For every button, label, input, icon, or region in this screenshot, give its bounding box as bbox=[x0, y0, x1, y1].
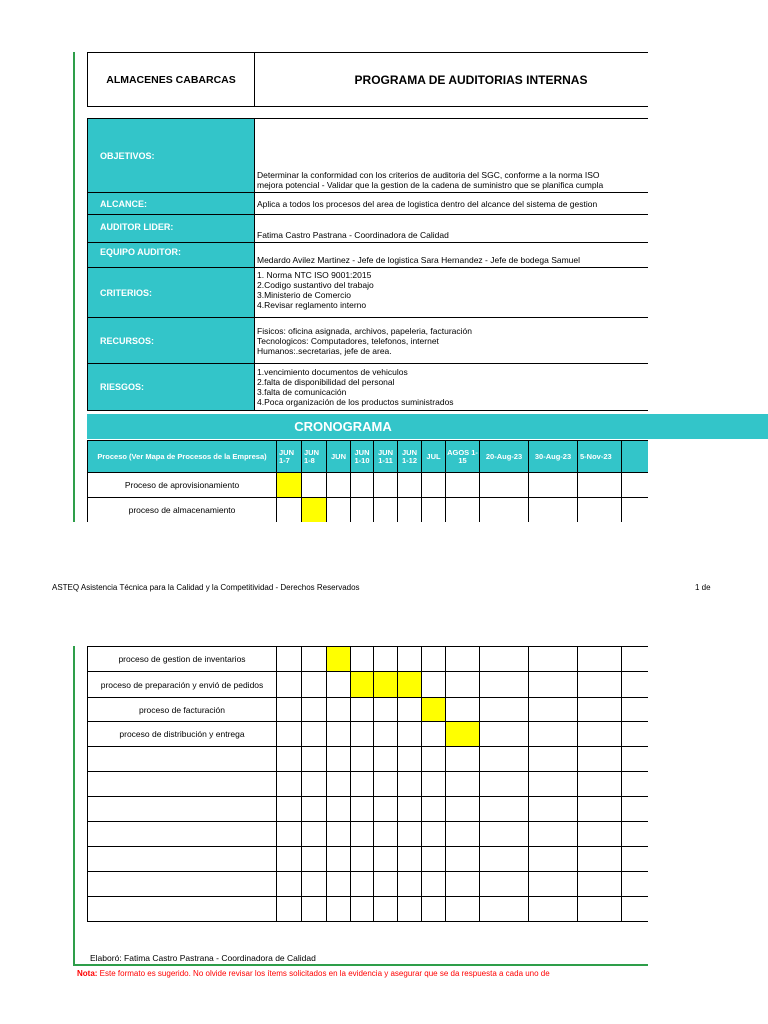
schedule-cell bbox=[277, 797, 302, 822]
schedule-cell bbox=[327, 747, 351, 772]
schedule-cell bbox=[529, 498, 578, 523]
schedule-cell bbox=[622, 847, 649, 872]
schedule-cell bbox=[529, 698, 578, 722]
schedule-cell bbox=[578, 722, 622, 747]
schedule-cell bbox=[480, 872, 529, 897]
schedule-column-header: JUN 1-7 bbox=[277, 441, 302, 473]
schedule-cell bbox=[374, 722, 398, 747]
schedule-cell bbox=[374, 747, 398, 772]
schedule-cell bbox=[374, 498, 398, 523]
schedule-cell bbox=[578, 647, 622, 672]
schedule-cell bbox=[446, 672, 480, 698]
riesgos-line: 2.falta de disponibilidad del personal bbox=[257, 377, 395, 387]
schedule-mark-cell bbox=[351, 672, 374, 698]
schedule-cell bbox=[578, 473, 622, 498]
schedule-mark-cell bbox=[374, 672, 398, 698]
schedule-cell bbox=[302, 822, 327, 847]
schedule-cell bbox=[327, 872, 351, 897]
equipo-auditor-value: Medardo Avilez Martinez - Jefe de logistica Sara Hernandez - Jefe de bodega Samuel bbox=[255, 243, 649, 268]
schedule-cell bbox=[277, 747, 302, 772]
schedule-cell bbox=[578, 822, 622, 847]
schedule-cell bbox=[302, 797, 327, 822]
schedule-cell bbox=[422, 722, 446, 747]
schedule-cell bbox=[374, 647, 398, 672]
schedule-cell bbox=[480, 473, 529, 498]
schedule-cell bbox=[351, 647, 374, 672]
criterios-line: 2.Codigo sustantivo del trabajo bbox=[257, 280, 374, 290]
schedule-cell bbox=[578, 872, 622, 897]
schedule-cell bbox=[374, 698, 398, 722]
schedule-cell bbox=[374, 897, 398, 922]
objetivos-value bbox=[255, 119, 649, 193]
schedule-cell bbox=[398, 897, 422, 922]
schedule-cell bbox=[622, 672, 649, 698]
schedule-row bbox=[88, 847, 649, 872]
process-name-cell: proceso de distribución y entrega bbox=[88, 722, 277, 747]
green-bottom-line bbox=[73, 964, 648, 966]
schedule-column-header: 5-Nov-23 bbox=[578, 441, 622, 473]
recursos-line: Tecnologicos: Computadores, telefonos, internet bbox=[257, 335, 439, 346]
schedule-cell bbox=[529, 847, 578, 872]
schedule-table-page2 bbox=[87, 646, 648, 922]
schedule-cell bbox=[277, 498, 302, 523]
schedule-cell bbox=[578, 772, 622, 797]
info-table bbox=[87, 118, 648, 411]
schedule-cell bbox=[622, 647, 649, 672]
schedule-cell bbox=[422, 498, 446, 523]
process-name-cell: proceso de preparación y envió de pedidos bbox=[88, 672, 277, 698]
schedule-cell bbox=[446, 822, 480, 847]
schedule-cell bbox=[422, 672, 446, 698]
schedule-mark-cell bbox=[446, 722, 480, 747]
schedule-cell bbox=[277, 698, 302, 722]
riesgos-value bbox=[255, 364, 649, 411]
schedule-table-page1 bbox=[87, 440, 648, 522]
schedule-cell bbox=[398, 872, 422, 897]
schedule-column-header: JUN 1-11 bbox=[374, 441, 398, 473]
schedule-mark-cell bbox=[398, 672, 422, 698]
process-name-cell bbox=[88, 747, 277, 772]
nota-text bbox=[77, 969, 648, 978]
nota-label: Nota: bbox=[77, 969, 98, 978]
schedule-cell bbox=[398, 797, 422, 822]
schedule-cell bbox=[480, 772, 529, 797]
recursos-line: Humanos:.secretarias, jefe de area. bbox=[257, 345, 392, 356]
alcance-label: ALCANCE: bbox=[88, 193, 255, 215]
schedule-cell bbox=[374, 797, 398, 822]
schedule-cell bbox=[622, 698, 649, 722]
recursos-label: RECURSOS: bbox=[88, 318, 255, 364]
page2-sheet bbox=[87, 646, 648, 922]
process-name-cell bbox=[88, 822, 277, 847]
process-name-cell: Proceso de aprovisionamiento bbox=[88, 473, 277, 498]
schedule-cell bbox=[529, 473, 578, 498]
schedule-cell bbox=[327, 822, 351, 847]
schedule-cell bbox=[422, 473, 446, 498]
schedule-cell bbox=[398, 473, 422, 498]
schedule-cell bbox=[327, 847, 351, 872]
schedule-cell bbox=[480, 498, 529, 523]
schedule-row bbox=[88, 498, 649, 523]
elaboro-text: Elaboró: Fatima Castro Pastrana - Coordinadora de Calidad bbox=[90, 953, 316, 963]
process-name-cell: proceso de gestion de inventarios bbox=[88, 647, 277, 672]
criterios-label: CRITERIOS: bbox=[88, 268, 255, 318]
schedule-cell bbox=[277, 647, 302, 672]
schedule-cell bbox=[578, 672, 622, 698]
schedule-cell bbox=[422, 822, 446, 847]
schedule-cell bbox=[622, 872, 649, 897]
schedule-cell bbox=[277, 822, 302, 847]
schedule-column-header: JUN 1-10 bbox=[351, 441, 374, 473]
schedule-row bbox=[88, 772, 649, 797]
schedule-cell bbox=[446, 498, 480, 523]
alcance-value: Aplica a todos los procesos del area de logistica dentro del alcance del sistema de gestion bbox=[255, 193, 649, 215]
schedule-cell bbox=[422, 847, 446, 872]
green-margin-line bbox=[73, 646, 75, 966]
schedule-cell bbox=[374, 822, 398, 847]
objetivos-line: mejora potencial - Validar que la gestion de la cadena de suministro que se planifica cumpla bbox=[257, 180, 604, 190]
schedule-cell bbox=[351, 797, 374, 822]
schedule-cell bbox=[398, 772, 422, 797]
schedule-column-header: JUN bbox=[327, 441, 351, 473]
schedule-cell bbox=[529, 872, 578, 897]
criterios-line: 1. Norma NTC ISO 9001:2015 bbox=[257, 270, 372, 280]
schedule-cell bbox=[351, 897, 374, 922]
schedule-cell bbox=[351, 872, 374, 897]
schedule-cell bbox=[446, 872, 480, 897]
auditor-lider-value: Fatima Castro Pastrana - Coordinadora de Calidad bbox=[255, 215, 649, 243]
schedule-cell bbox=[398, 722, 422, 747]
schedule-cell bbox=[480, 822, 529, 847]
schedule-cell bbox=[327, 772, 351, 797]
schedule-cell bbox=[529, 822, 578, 847]
schedule-mark-cell bbox=[302, 498, 327, 523]
schedule-cell bbox=[446, 473, 480, 498]
schedule-cell bbox=[529, 772, 578, 797]
process-name-cell bbox=[88, 872, 277, 897]
schedule-cell bbox=[398, 747, 422, 772]
schedule-cell bbox=[398, 647, 422, 672]
document-title: PROGRAMA DE AUDITORIAS INTERNAS bbox=[255, 53, 649, 107]
schedule-cell bbox=[374, 473, 398, 498]
process-name-cell: proceso de facturación bbox=[88, 698, 277, 722]
schedule-cell bbox=[446, 698, 480, 722]
process-name-cell: proceso de almacenamiento bbox=[88, 498, 277, 523]
schedule-cell bbox=[480, 797, 529, 822]
schedule-cell bbox=[327, 897, 351, 922]
schedule-cell bbox=[351, 498, 374, 523]
schedule-cell bbox=[622, 722, 649, 747]
schedule-row bbox=[88, 797, 649, 822]
schedule-cell bbox=[446, 797, 480, 822]
schedule-row bbox=[88, 647, 649, 672]
schedule-cell bbox=[302, 698, 327, 722]
schedule-cell bbox=[446, 847, 480, 872]
schedule-cell bbox=[578, 747, 622, 772]
nota-body: Este formato es sugerido. No olvide revisar los ítems solicitados en la evidencia y asegurar que se da respuesta a cada uno de bbox=[97, 969, 550, 978]
riesgos-line: 3.falta de comunicación bbox=[257, 387, 347, 397]
schedule-column-header: 30-Aug-23 bbox=[529, 441, 578, 473]
schedule-cell bbox=[622, 498, 649, 523]
schedule-cell bbox=[351, 847, 374, 872]
schedule-cell bbox=[480, 897, 529, 922]
schedule-cell bbox=[327, 498, 351, 523]
schedule-cell bbox=[302, 897, 327, 922]
schedule-cell bbox=[302, 747, 327, 772]
schedule-cell bbox=[422, 797, 446, 822]
schedule-column-header: AGOS 1-15 bbox=[446, 441, 480, 473]
schedule-cell bbox=[529, 897, 578, 922]
schedule-cell bbox=[277, 772, 302, 797]
schedule-cell bbox=[277, 847, 302, 872]
company-name: ALMACENES CABARCAS bbox=[88, 53, 255, 107]
schedule-cell bbox=[327, 797, 351, 822]
riesgos-line: 1.vencimiento documentos de vehiculos bbox=[257, 367, 408, 377]
schedule-cell bbox=[351, 822, 374, 847]
schedule-cell bbox=[277, 672, 302, 698]
cronograma-banner bbox=[87, 414, 768, 439]
objetivos-label: OBJETIVOS: bbox=[88, 119, 255, 193]
schedule-cell bbox=[446, 747, 480, 772]
equipo-auditor-label: EQUIPO AUDITOR: bbox=[88, 243, 255, 268]
schedule-row bbox=[88, 473, 649, 498]
header-table bbox=[87, 52, 648, 107]
schedule-mark-cell bbox=[277, 473, 302, 498]
page1-sheet bbox=[87, 52, 648, 522]
schedule-cell bbox=[374, 872, 398, 897]
recursos-line: Fisicos: oficina asignada, archivos, papeleria, facturación bbox=[257, 325, 472, 336]
schedule-column-header: JUN 1-8 bbox=[302, 441, 327, 473]
schedule-cell bbox=[622, 897, 649, 922]
schedule-cell bbox=[351, 722, 374, 747]
schedule-cell bbox=[398, 822, 422, 847]
cronograma-title: CRONOGRAMA bbox=[294, 419, 392, 434]
objetivos-line: Determinar la conformidad con los criterios de auditoria del SGC, conforme a la norma ISO bbox=[257, 170, 600, 180]
schedule-cell bbox=[578, 498, 622, 523]
schedule-cell bbox=[480, 722, 529, 747]
schedule-row bbox=[88, 672, 649, 698]
process-name-cell bbox=[88, 847, 277, 872]
schedule-cell bbox=[480, 698, 529, 722]
schedule-cell bbox=[302, 772, 327, 797]
schedule-cell bbox=[529, 747, 578, 772]
schedule-cell bbox=[327, 672, 351, 698]
schedule-cell bbox=[529, 797, 578, 822]
schedule-cell bbox=[351, 747, 374, 772]
schedule-column-header: 20-Aug-23 bbox=[480, 441, 529, 473]
schedule-cell bbox=[398, 698, 422, 722]
schedule-cell bbox=[578, 698, 622, 722]
schedule-cell bbox=[327, 698, 351, 722]
recursos-value bbox=[255, 318, 649, 364]
criterios-line: 3.Ministerio de Comercio bbox=[257, 290, 352, 300]
schedule-cell bbox=[422, 772, 446, 797]
schedule-cell bbox=[529, 672, 578, 698]
schedule-cell bbox=[302, 672, 327, 698]
schedule-cell bbox=[446, 772, 480, 797]
schedule-cell bbox=[622, 747, 649, 772]
schedule-cell bbox=[446, 647, 480, 672]
schedule-cell bbox=[422, 747, 446, 772]
schedule-cell bbox=[622, 772, 649, 797]
schedule-mark-cell bbox=[327, 647, 351, 672]
schedule-cell bbox=[480, 847, 529, 872]
schedule-cell bbox=[622, 473, 649, 498]
schedule-mark-cell bbox=[422, 698, 446, 722]
criterios-line: 4.Revisar reglamento interno bbox=[257, 300, 367, 310]
criterios-value bbox=[255, 268, 649, 318]
schedule-cell bbox=[422, 647, 446, 672]
schedule-cell bbox=[351, 698, 374, 722]
schedule-cell bbox=[622, 822, 649, 847]
schedule-cell bbox=[398, 847, 422, 872]
schedule-cell bbox=[302, 647, 327, 672]
schedule-cell bbox=[422, 872, 446, 897]
schedule-cell bbox=[351, 772, 374, 797]
schedule-row bbox=[88, 872, 649, 897]
schedule-cell bbox=[277, 872, 302, 897]
schedule-cell bbox=[302, 722, 327, 747]
schedule-column-header: JUN 1-12 bbox=[398, 441, 422, 473]
schedule-cell bbox=[578, 797, 622, 822]
process-name-cell bbox=[88, 897, 277, 922]
schedule-row bbox=[88, 747, 649, 772]
schedule-cell bbox=[578, 897, 622, 922]
schedule-column-header bbox=[622, 441, 649, 473]
schedule-cell bbox=[374, 772, 398, 797]
schedule-row bbox=[88, 897, 649, 922]
process-name-cell bbox=[88, 797, 277, 822]
schedule-cell bbox=[351, 473, 374, 498]
schedule-cell bbox=[374, 847, 398, 872]
footer-copyright: ASTEQ Asistencia Técnica para la Calidad y la Competitividad - Derechos Reservados bbox=[52, 583, 360, 592]
process-name-cell bbox=[88, 772, 277, 797]
schedule-row bbox=[88, 822, 649, 847]
schedule-cell bbox=[480, 647, 529, 672]
schedule-cell bbox=[327, 722, 351, 747]
schedule-row bbox=[88, 698, 649, 722]
schedule-cell bbox=[277, 897, 302, 922]
schedule-cell bbox=[446, 897, 480, 922]
schedule-cell bbox=[302, 847, 327, 872]
schedule-cell bbox=[529, 722, 578, 747]
riesgos-line: 4.Poca organización de los productos suministrados bbox=[257, 397, 454, 407]
schedule-cell bbox=[622, 797, 649, 822]
green-margin-line bbox=[73, 52, 75, 522]
schedule-cell bbox=[277, 722, 302, 747]
auditor-lider-label: AUDITOR LIDER: bbox=[88, 215, 255, 243]
schedule-cell bbox=[529, 647, 578, 672]
schedule-cell bbox=[327, 473, 351, 498]
schedule-cell bbox=[302, 872, 327, 897]
schedule-column-header: JUL bbox=[422, 441, 446, 473]
schedule-cell bbox=[422, 897, 446, 922]
schedule-cell bbox=[578, 847, 622, 872]
process-column-header: Proceso (Ver Mapa de Procesos de la Empresa) bbox=[88, 441, 277, 473]
page-number: 1 de bbox=[695, 583, 711, 592]
schedule-row bbox=[88, 722, 649, 747]
schedule-cell bbox=[302, 473, 327, 498]
schedule-cell bbox=[480, 672, 529, 698]
schedule-cell bbox=[398, 498, 422, 523]
schedule-cell bbox=[480, 747, 529, 772]
riesgos-label: RIESGOS: bbox=[88, 364, 255, 411]
